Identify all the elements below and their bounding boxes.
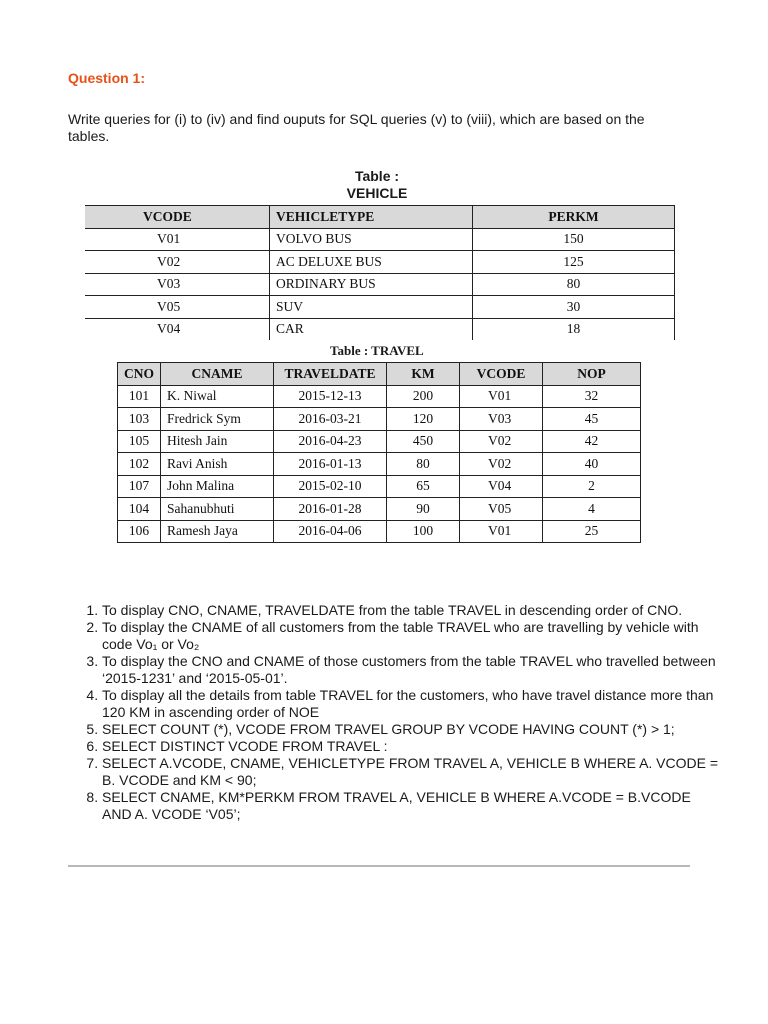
travel-header-cell: KM <box>387 363 460 386</box>
table-cell: 125 <box>473 251 675 274</box>
table-cell: CAR <box>270 318 473 340</box>
question-item: 5. SELECT COUNT (*), VCODE FROM TRAVEL GROUP BY VCODE HAVING COUNT (*) > 1; <box>102 721 722 738</box>
table-cell: AC DELUXE BUS <box>270 251 473 274</box>
table-cell: 2016-04-06 <box>274 520 387 543</box>
travel-header-cell: CNO <box>118 363 161 386</box>
question-item: 1. To display CNO, CNAME, TRAVELDATE from the table TRAVEL in descending order of CNO. <box>102 602 722 619</box>
table-cell: VOLVO BUS <box>270 228 473 251</box>
travel-header-row <box>118 363 641 386</box>
question-item: 7. SELECT A.VCODE, CNAME, VEHICLETYPE FROM TRAVEL A, VEHICLE B WHERE A. VCODE = B. VCODE and KM < 90; <box>102 755 722 789</box>
vehicle-header-cell: VCODE <box>85 206 270 229</box>
table-row <box>85 318 675 340</box>
travel-table-caption: Table : TRAVEL <box>330 343 424 358</box>
vehicle-caption-line2: VEHICLE <box>346 185 408 201</box>
table-cell: 104 <box>118 498 161 521</box>
footer-divider <box>68 865 690 867</box>
question-item: 2. To display the CNAME of all customers from the table TRAVEL who are travelling by vehicle with code Vo₁ or Vo₂ <box>102 619 722 653</box>
table-cell: 2016-01-13 <box>274 453 387 476</box>
table-cell: K. Niwal <box>161 385 274 408</box>
question-list <box>68 602 722 823</box>
travel-header-cell: CNAME <box>161 363 274 386</box>
table-cell: 2015-12-13 <box>274 385 387 408</box>
table-row <box>85 251 675 274</box>
table-cell: 120 <box>387 408 460 431</box>
table-cell: V04 <box>460 475 543 498</box>
table-cell: 80 <box>473 273 675 296</box>
table-cell: 2016-03-21 <box>274 408 387 431</box>
table-cell: V01 <box>85 228 270 251</box>
question-item: 4. To display all the details from table TRAVEL for the customers, who have travel distance more than 120 KM in ascending order of NOE <box>102 687 722 721</box>
table-cell: 2015-02-10 <box>274 475 387 498</box>
table-cell: 45 <box>543 408 641 431</box>
vehicle-table-caption <box>0 168 754 202</box>
travel-header-cell: VCODE <box>460 363 543 386</box>
table-row <box>118 430 641 453</box>
vehicle-header-cell: VEHICLETYPE <box>270 206 473 229</box>
table-cell: V05 <box>460 498 543 521</box>
table-cell: 65 <box>387 475 460 498</box>
table-cell: SUV <box>270 296 473 319</box>
vehicle-header-row <box>85 206 675 229</box>
table-row <box>118 453 641 476</box>
table-cell: 30 <box>473 296 675 319</box>
table-row <box>85 228 675 251</box>
table-cell: 25 <box>543 520 641 543</box>
table-cell: 18 <box>473 318 675 340</box>
table-cell: V04 <box>85 318 270 340</box>
table-cell: Ramesh Jaya <box>161 520 274 543</box>
table-cell: 2 <box>543 475 641 498</box>
table-cell: 4 <box>543 498 641 521</box>
question-intro: Write queries for (i) to (iv) and find ouputs for SQL queries (v) to (viii), which are based on the tables. <box>68 111 645 144</box>
table-cell: V02 <box>85 251 270 274</box>
table-cell: V01 <box>460 520 543 543</box>
travel-header-cell: TRAVELDATE <box>274 363 387 386</box>
table-cell: 106 <box>118 520 161 543</box>
table-cell: 450 <box>387 430 460 453</box>
table-cell: 2016-04-23 <box>274 430 387 453</box>
table-row <box>118 498 641 521</box>
table-cell: V02 <box>460 430 543 453</box>
table-cell: V03 <box>85 273 270 296</box>
travel-header-cell: NOP <box>543 363 641 386</box>
table-cell: 90 <box>387 498 460 521</box>
table-cell: V01 <box>460 385 543 408</box>
table-cell: 101 <box>118 385 161 408</box>
table-cell: John Malina <box>161 475 274 498</box>
table-cell: 100 <box>387 520 460 543</box>
table-cell: Fredrick Sym <box>161 408 274 431</box>
table-cell: 103 <box>118 408 161 431</box>
table-row <box>118 408 641 431</box>
table-cell: 102 <box>118 453 161 476</box>
table-cell: 150 <box>473 228 675 251</box>
table-row <box>118 385 641 408</box>
question-item: 6. SELECT DISTINCT VCODE FROM TRAVEL : <box>102 738 722 755</box>
table-cell: 2016-01-28 <box>274 498 387 521</box>
table-row <box>118 475 641 498</box>
table-cell: 200 <box>387 385 460 408</box>
table-cell: V02 <box>460 453 543 476</box>
question-item: 8. SELECT CNAME, KM*PERKM FROM TRAVEL A, VEHICLE B WHERE A.VCODE = B.VCODE AND A. VCODE ‘V05’; <box>102 789 722 823</box>
table-row <box>85 273 675 296</box>
table-cell: ORDINARY BUS <box>270 273 473 296</box>
vehicle-header-cell: PERKM <box>473 206 675 229</box>
table-cell: 80 <box>387 453 460 476</box>
vehicle-caption-line1: Table : <box>354 168 400 184</box>
table-cell: 107 <box>118 475 161 498</box>
table-cell: 40 <box>543 453 641 476</box>
table-cell: V05 <box>85 296 270 319</box>
table-cell: Ravi Anish <box>161 453 274 476</box>
table-cell: Sahanubhuti <box>161 498 274 521</box>
table-row <box>118 520 641 543</box>
table-cell: 105 <box>118 430 161 453</box>
table-cell: 42 <box>543 430 641 453</box>
table-cell: V03 <box>460 408 543 431</box>
question-item: 3. To display the CNO and CNAME of those customers from the table TRAVEL who travelled between ‘2015-1231’ and ‘2015-05-01’. <box>102 653 722 687</box>
vehicle-table <box>85 205 675 340</box>
question-heading: Question 1: <box>68 70 146 86</box>
table-cell: Hitesh Jain <box>161 430 274 453</box>
table-cell: 32 <box>543 385 641 408</box>
travel-table <box>117 362 641 543</box>
table-row <box>85 296 675 319</box>
